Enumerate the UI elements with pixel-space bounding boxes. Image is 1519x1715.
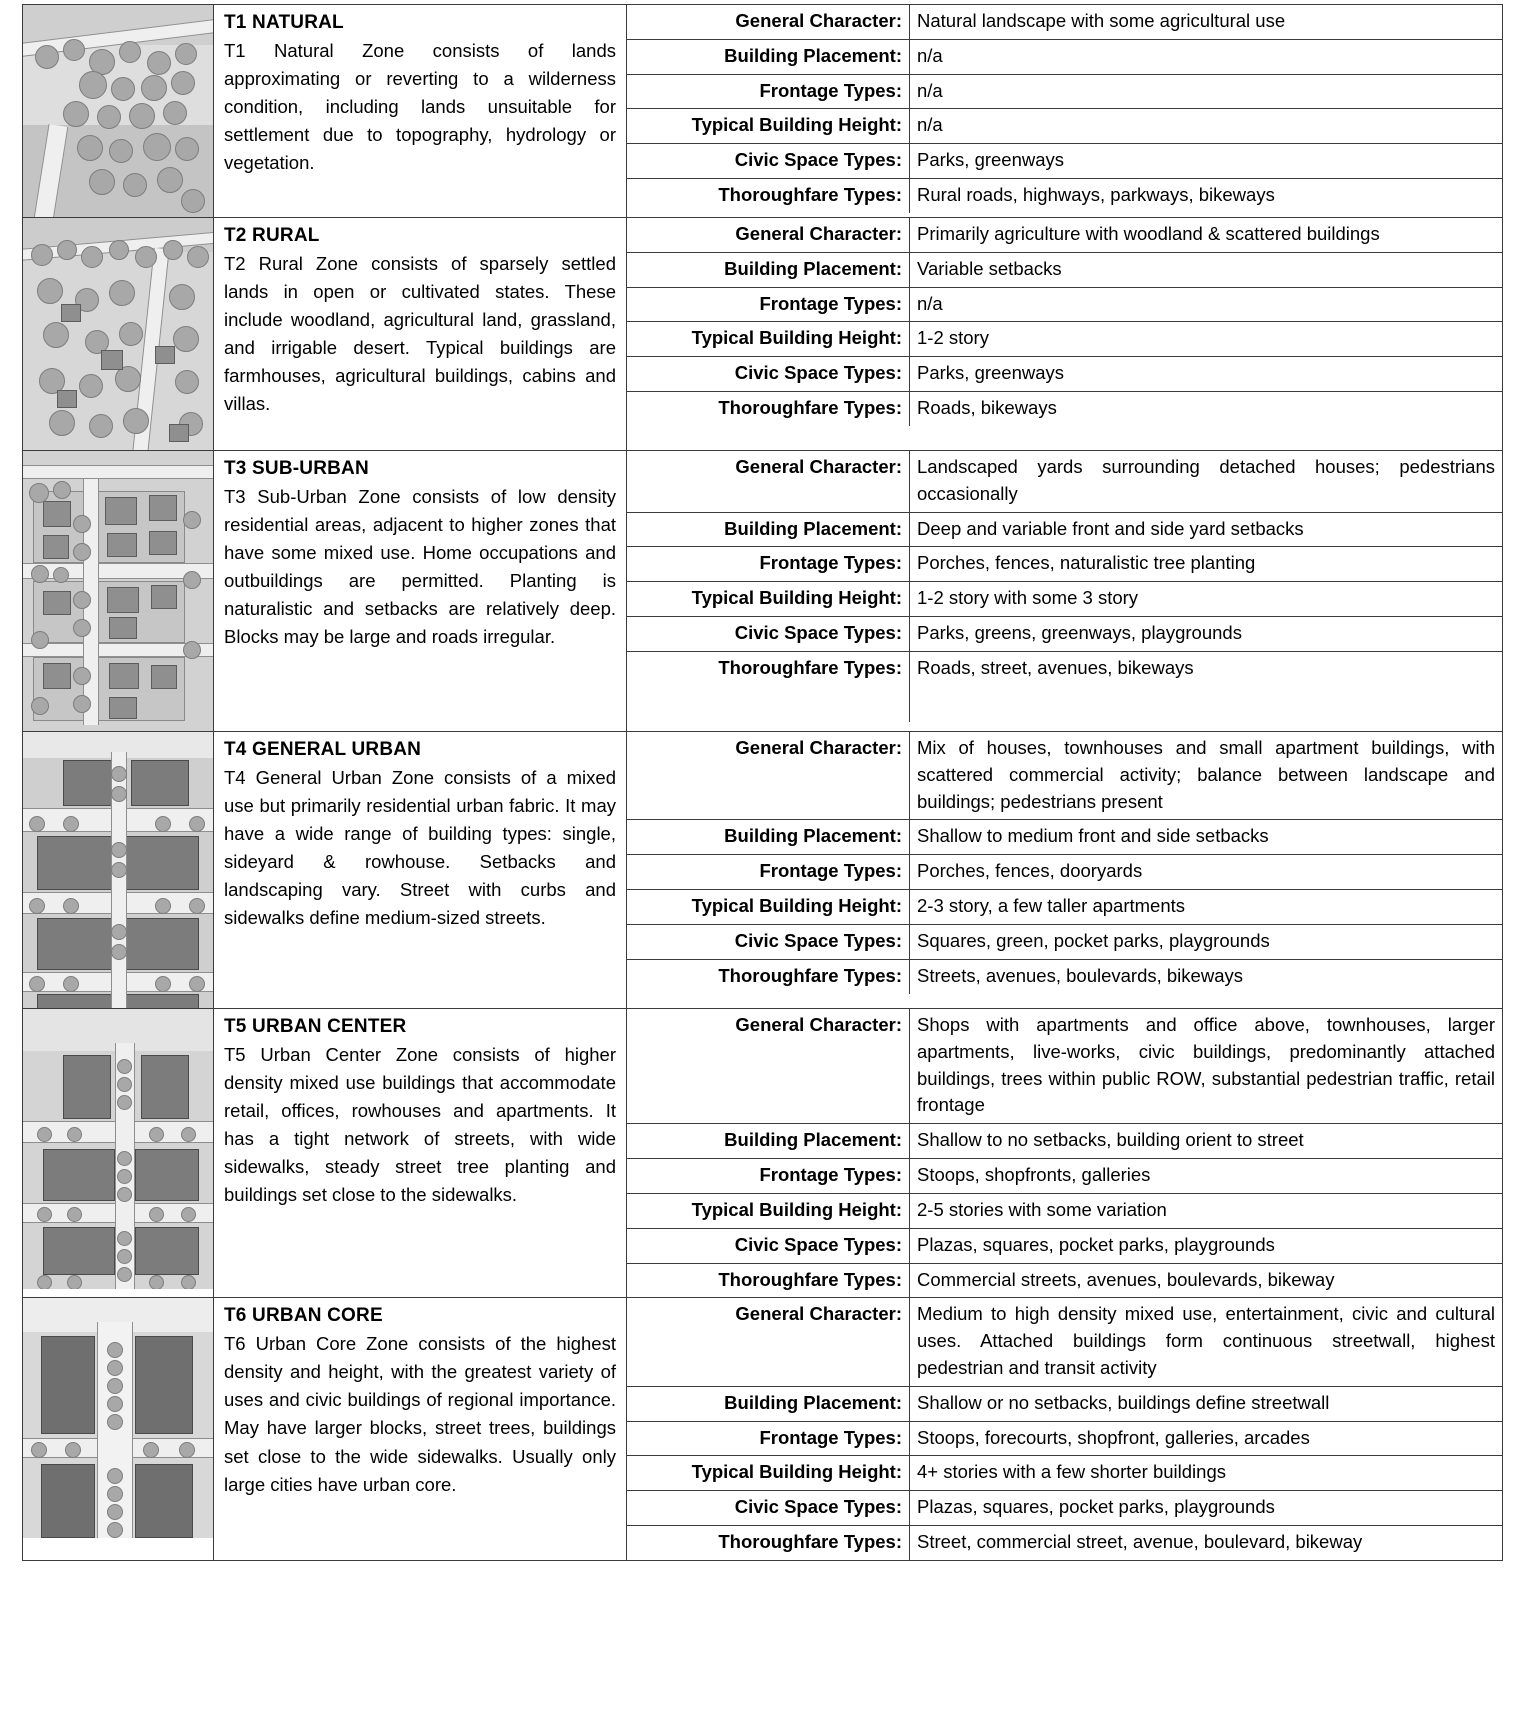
attribute-row [627, 820, 1502, 855]
attribute-value: 4+ stories with a few shorter buildings [910, 1456, 1503, 1491]
natural-landscape-illustration [23, 5, 213, 217]
attribute-label: Civic Space Types: [627, 617, 910, 652]
attribute-label: Thoroughfare Types: [627, 959, 910, 993]
zone-title: T3 SUB-URBAN [224, 458, 369, 479]
zone-thumbnail-cell-t6 [23, 1298, 214, 1561]
attribute-label: Thoroughfare Types: [627, 1263, 910, 1297]
attribute-row [627, 732, 1502, 820]
attribute-row [627, 890, 1502, 925]
attribute-label: Building Placement: [627, 512, 910, 547]
attribute-value: Mix of houses, townhouses and small apartment buildings, with scattered commercial activity; balance between landscape and buildings; pedestrians present [910, 732, 1503, 820]
table-row [23, 1298, 1503, 1561]
attribute-label: Civic Space Types: [627, 357, 910, 392]
zone-title: T2 RURAL [224, 225, 320, 246]
attribute-label: Civic Space Types: [627, 1491, 910, 1526]
attribute-row [627, 39, 1502, 74]
attribute-value: Parks, greens, greenways, playgrounds [910, 617, 1503, 652]
attribute-row [627, 582, 1502, 617]
attribute-label: Civic Space Types: [627, 1228, 910, 1263]
attribute-label: General Character: [627, 1009, 910, 1124]
attribute-row [627, 1263, 1502, 1297]
attribute-value: Rural roads, highways, parkways, bikeways [910, 179, 1503, 213]
attribute-value: Porches, fences, naturalistic tree planting [910, 547, 1503, 582]
attribute-label: Building Placement: [627, 39, 910, 74]
attribute-table [627, 732, 1502, 994]
suburban-neighborhood-illustration [23, 451, 213, 731]
attribute-label: Frontage Types: [627, 855, 910, 890]
attribute-table [627, 218, 1502, 426]
zone-thumbnail-cell-t4 [23, 732, 214, 1009]
attribute-row [627, 1193, 1502, 1228]
zone-description-cell-t1 [214, 5, 627, 218]
attribute-value: Variable setbacks [910, 252, 1503, 287]
table-row [23, 451, 1503, 732]
attribute-label: Building Placement: [627, 1124, 910, 1159]
attribute-value: Shallow to medium front and side setbacks [910, 820, 1503, 855]
attribute-row [627, 1526, 1502, 1560]
attribute-value: Medium to high density mixed use, entertainment, civic and cultural uses. Attached buildings form continuous streetwall, highest pedestrian and transit activity [910, 1298, 1503, 1386]
attribute-value: n/a [910, 287, 1503, 322]
attribute-label: Typical Building Height: [627, 322, 910, 357]
attribute-value: Roads, street, avenues, bikeways [910, 651, 1503, 721]
attribute-row [627, 1228, 1502, 1263]
zone-description: T4 General Urban Zone consists of a mixed use but primarily residential urban fabric. It may have a wide range of building types: single, sideyard & rowhouse. Setbacks and landscaping vary. Street with curbs and sidewalks define medium-sized streets. [224, 766, 616, 929]
attribute-label: General Character: [627, 5, 910, 39]
zone-attributes-cell-t5 [627, 1009, 1503, 1298]
attribute-label: Typical Building Height: [627, 109, 910, 144]
attribute-row [627, 392, 1502, 426]
zone-attributes-cell-t3 [627, 451, 1503, 732]
attribute-label: Thoroughfare Types: [627, 651, 910, 721]
zone-description-cell-t5 [214, 1009, 627, 1298]
attribute-label: Typical Building Height: [627, 890, 910, 925]
attribute-label: Frontage Types: [627, 1421, 910, 1456]
attribute-value: Natural landscape with some agricultural use [910, 5, 1503, 39]
attribute-label: Frontage Types: [627, 547, 910, 582]
zone-attributes-cell-t2 [627, 218, 1503, 451]
zone-thumbnail-cell-t3 [23, 451, 214, 732]
attribute-row [627, 451, 1502, 512]
attribute-row [627, 1298, 1502, 1386]
attribute-row [627, 1456, 1502, 1491]
attribute-label: Typical Building Height: [627, 1193, 910, 1228]
attribute-label: Typical Building Height: [627, 582, 910, 617]
attribute-value: Deep and variable front and side yard setbacks [910, 512, 1503, 547]
attribute-label: Typical Building Height: [627, 1456, 910, 1491]
attribute-value: Shops with apartments and office above, townhouses, larger apartments, live-works, civic buildings, predominantly attached buildings, trees within public ROW, substantial pedestrian traffic, retail frontage [910, 1009, 1503, 1124]
attribute-row [627, 547, 1502, 582]
zone-description-cell-t3 [214, 451, 627, 732]
attribute-value: n/a [910, 109, 1503, 144]
general-urban-block-illustration [23, 732, 213, 1008]
attribute-value: n/a [910, 74, 1503, 109]
zone-title: T1 NATURAL [224, 12, 344, 33]
table-row [23, 218, 1503, 451]
attribute-value: 2-5 stories with some variation [910, 1193, 1503, 1228]
attribute-row [627, 512, 1502, 547]
zone-title: T6 URBAN CORE [224, 1305, 383, 1327]
attribute-row [627, 322, 1502, 357]
attribute-label: Thoroughfare Types: [627, 179, 910, 213]
attribute-row [627, 924, 1502, 959]
attribute-value: Parks, greenways [910, 357, 1503, 392]
zone-thumbnail-cell-t1 [23, 5, 214, 218]
attribute-value: Primarily agriculture with woodland & scattered buildings [910, 218, 1503, 252]
urban-center-block-illustration [23, 1009, 213, 1289]
attribute-value: n/a [910, 39, 1503, 74]
table-row [23, 5, 1503, 218]
table-row [23, 1009, 1503, 1298]
attribute-row [627, 144, 1502, 179]
attribute-row [627, 1491, 1502, 1526]
zone-description-cell-t2 [214, 218, 627, 451]
attribute-label: Civic Space Types: [627, 144, 910, 179]
zone-thumbnail-cell-t2 [23, 218, 214, 451]
attribute-label: Civic Space Types: [627, 924, 910, 959]
attribute-label: Building Placement: [627, 1386, 910, 1421]
zone-description-cell-t4 [214, 732, 627, 1009]
attribute-row [627, 179, 1502, 213]
attribute-value: Stoops, forecourts, shopfront, galleries, arcades [910, 1421, 1503, 1456]
zone-title: T4 GENERAL URBAN [224, 739, 422, 760]
attribute-table [627, 5, 1502, 213]
urban-core-block-illustration [23, 1298, 213, 1538]
attribute-value: Street, commercial street, avenue, boulevard, bikeway [910, 1526, 1503, 1560]
attribute-row [627, 617, 1502, 652]
attribute-label: Frontage Types: [627, 1159, 910, 1194]
transect-zone-table-page [0, 4, 1519, 1561]
attribute-value: Roads, bikeways [910, 392, 1503, 426]
attribute-row [627, 855, 1502, 890]
attribute-value: Stoops, shopfronts, galleries [910, 1159, 1503, 1194]
attribute-value: Parks, greenways [910, 144, 1503, 179]
attribute-label: General Character: [627, 1298, 910, 1386]
attribute-value: Plazas, squares, pocket parks, playgrounds [910, 1228, 1503, 1263]
attribute-row [627, 74, 1502, 109]
transect-zone-table [22, 4, 1503, 1561]
zone-thumbnail-cell-t5 [23, 1009, 214, 1298]
zone-title: T5 URBAN CENTER [224, 1016, 407, 1037]
zone-description: T2 Rural Zone consists of sparsely settled lands in open or cultivated states. These include woodland, agricultural land, grassland, and irrigable desert. Typical buildings are farmhouses, agricultural buildings, cabins and villas. [224, 252, 616, 415]
attribute-value: Commercial streets, avenues, boulevards, bikeway [910, 1263, 1503, 1297]
attribute-label: Frontage Types: [627, 287, 910, 322]
zone-attributes-cell-t6 [627, 1298, 1503, 1561]
attribute-label: General Character: [627, 732, 910, 820]
attribute-row [627, 1421, 1502, 1456]
zone-description: T3 Sub-Urban Zone consists of low density residential areas, adjacent to higher zones that have some mixed use. Home occupations and outbuildings are permitted. Planting is naturalistic and setbacks are relatively deep. Blocks may be large and roads irregular. [224, 485, 616, 648]
attribute-row [627, 218, 1502, 252]
attribute-value: Porches, fences, dooryards [910, 855, 1503, 890]
attribute-row [627, 1386, 1502, 1421]
attribute-value: Squares, green, pocket parks, playgrounds [910, 924, 1503, 959]
zone-attributes-cell-t4 [627, 732, 1503, 1009]
attribute-table [627, 1298, 1502, 1560]
attribute-value: Landscaped yards surrounding detached houses; pedestrians occasionally [910, 451, 1503, 512]
attribute-label: Frontage Types: [627, 74, 910, 109]
attribute-row [627, 252, 1502, 287]
table-row [23, 732, 1503, 1009]
attribute-value: Shallow to no setbacks, building orient to street [910, 1124, 1503, 1159]
zone-description: T6 Urban Core Zone consists of the highest density and height, with the greatest variety of uses and civic buildings of regional importance. May have larger blocks, street trees, buildings set close to the wide sidewalks. Usually only large cities have urban core. [224, 1333, 616, 1495]
attribute-row [627, 1009, 1502, 1124]
attribute-row [627, 959, 1502, 993]
zone-description: T1 Natural Zone consists of lands approximating or reverting to a wilderness condition, including lands unsuitable for settlement due to topography, hydrology or vegetation. [224, 39, 616, 174]
attribute-label: Thoroughfare Types: [627, 1526, 910, 1560]
zone-description: T5 Urban Center Zone consists of higher density mixed use buildings that accommodate retail, offices, rowhouses and apartments. It has a tight network of streets, with wide sidewalks, steady street tree planting and buildings set close to the sidewalks. [224, 1043, 616, 1206]
attribute-value: Shallow or no setbacks, buildings define streetwall [910, 1386, 1503, 1421]
attribute-label: General Character: [627, 218, 910, 252]
attribute-table [627, 1009, 1502, 1297]
attribute-label: Thoroughfare Types: [627, 392, 910, 426]
attribute-row [627, 109, 1502, 144]
attribute-table [627, 451, 1502, 722]
attribute-value: Streets, avenues, boulevards, bikeways [910, 959, 1503, 993]
zone-description-cell-t6 [214, 1298, 627, 1561]
attribute-value: Plazas, squares, pocket parks, playgrounds [910, 1491, 1503, 1526]
attribute-row [627, 5, 1502, 39]
attribute-value: 1-2 story [910, 322, 1503, 357]
attribute-row [627, 1159, 1502, 1194]
attribute-row [627, 651, 1502, 721]
attribute-row [627, 287, 1502, 322]
attribute-label: General Character: [627, 451, 910, 512]
attribute-value: 2-3 story, a few taller apartments [910, 890, 1503, 925]
attribute-value: 1-2 story with some 3 story [910, 582, 1503, 617]
attribute-label: Building Placement: [627, 820, 910, 855]
zone-attributes-cell-t1 [627, 5, 1503, 218]
attribute-label: Building Placement: [627, 252, 910, 287]
attribute-row [627, 1124, 1502, 1159]
attribute-row [627, 357, 1502, 392]
rural-farmland-illustration [23, 218, 213, 450]
